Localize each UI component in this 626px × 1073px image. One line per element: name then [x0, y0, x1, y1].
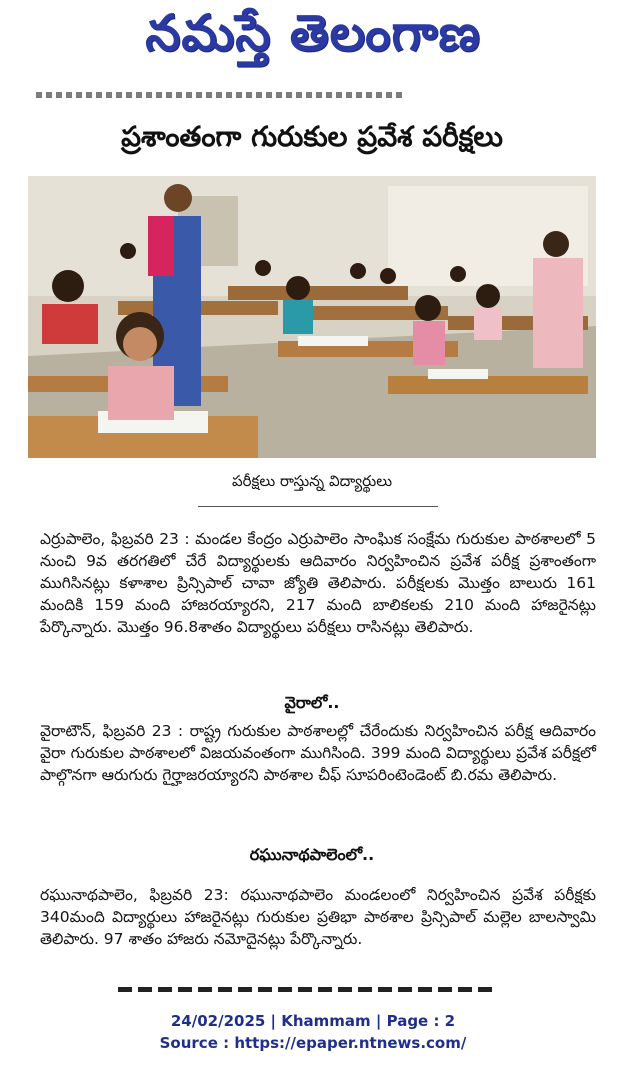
photo-caption: పరీక్షలు రాస్తున్న విద్యార్థులు — [231, 472, 393, 490]
article-paragraph-wyra: వైరాటౌన్, ఫిబ్రవరి 23 : రాష్ట్ర గురుకుల పాఠశాలల్లో చేరేందుకు నిర్వహించిన పరీక్ష ఆదివారం వైరా గురుకుల పాఠశాలలో విజయవంతంగా ముగిసింది. 399 మంది విద్యార్థులు ప్రవేశ పరీక్షలో పాల్గొనగా ఆరుగురు గైర్హాజరయ్యారని పాఠశాల చీఫ్ సూపరింటెండెంట్ బి.రమ తెలిపారు. — [40, 722, 596, 784]
clipped-text-fragment — [36, 92, 406, 98]
footer-date-edition: 24/02/2025 | Khammam | Page : 2 — [170, 1012, 456, 1030]
article-paragraph-raghunathapalem: రఘునాథపాలెం, ఫిబ్రవరి 23: రఘునాథపాలెం మండలంలో నిర్వహించిన ప్రవేశ పరీక్షకు 340మంది విద్యార్థులు హాజరైనట్లు గురుకుల ప్రతిభా పాఠశాల ప్రిన్సిపాల్ మల్లెల బాలస్వామి తెలిపారు. 97 శాతం హాజరు నమోదైనట్లు పేర్కొన్నారు. — [40, 886, 596, 948]
article-headline: ప్రశాంతంగా గురుకుల ప్రవేశ పరీక్షలు — [121, 120, 503, 153]
caption-divider — [198, 506, 438, 507]
article-clipping — [8, 92, 616, 992]
article-photo — [28, 176, 596, 458]
article-paragraph-erupalem: ఎర్రుపాలెం, ఫిబ్రవరి 23 : మండల కేంద్రం ఎర్రుపాలెం సాంఘిక సంక్షేమ గురుకుల పాఠశాలలో 5 నుంచి 9వ తరగతిలో చేరే విద్యార్థులకు ఆదివారం నిర్వహించిన ప్రవేశ పరీక్ష ప్రశాంతంగా ముగిసినట్లు కళాశాల ప్రిన్సిపాల్ చావా జ్యోతి తెలిపారు. పరీక్షలకు మొత్తం బాలురు 161 మందికి 159 మంది హాజరయ్యారని, 217 మంది బాలికలకు 210 మంది హాజరైనట్లు పేర్కొన్నారు. మొత్తం 96.8శాతం విద్యార్థులు పరీక్షలు రాసినట్లు తెలిపారు. — [40, 530, 596, 636]
clipped-text-fragment-bottom — [118, 987, 498, 992]
masthead-title: నమస్తే తెలంగాణ — [145, 3, 481, 62]
subhead-raghunathapalem: రఘునాథపాలెంలో.. — [249, 845, 375, 864]
newspaper-masthead — [0, 0, 626, 78]
classroom-photo-illustration — [28, 176, 596, 458]
subhead-wyra: వైరాలో.. — [284, 693, 340, 712]
footer-source-link[interactable]: Source : https://epaper.ntnews.com/ — [159, 1034, 467, 1052]
